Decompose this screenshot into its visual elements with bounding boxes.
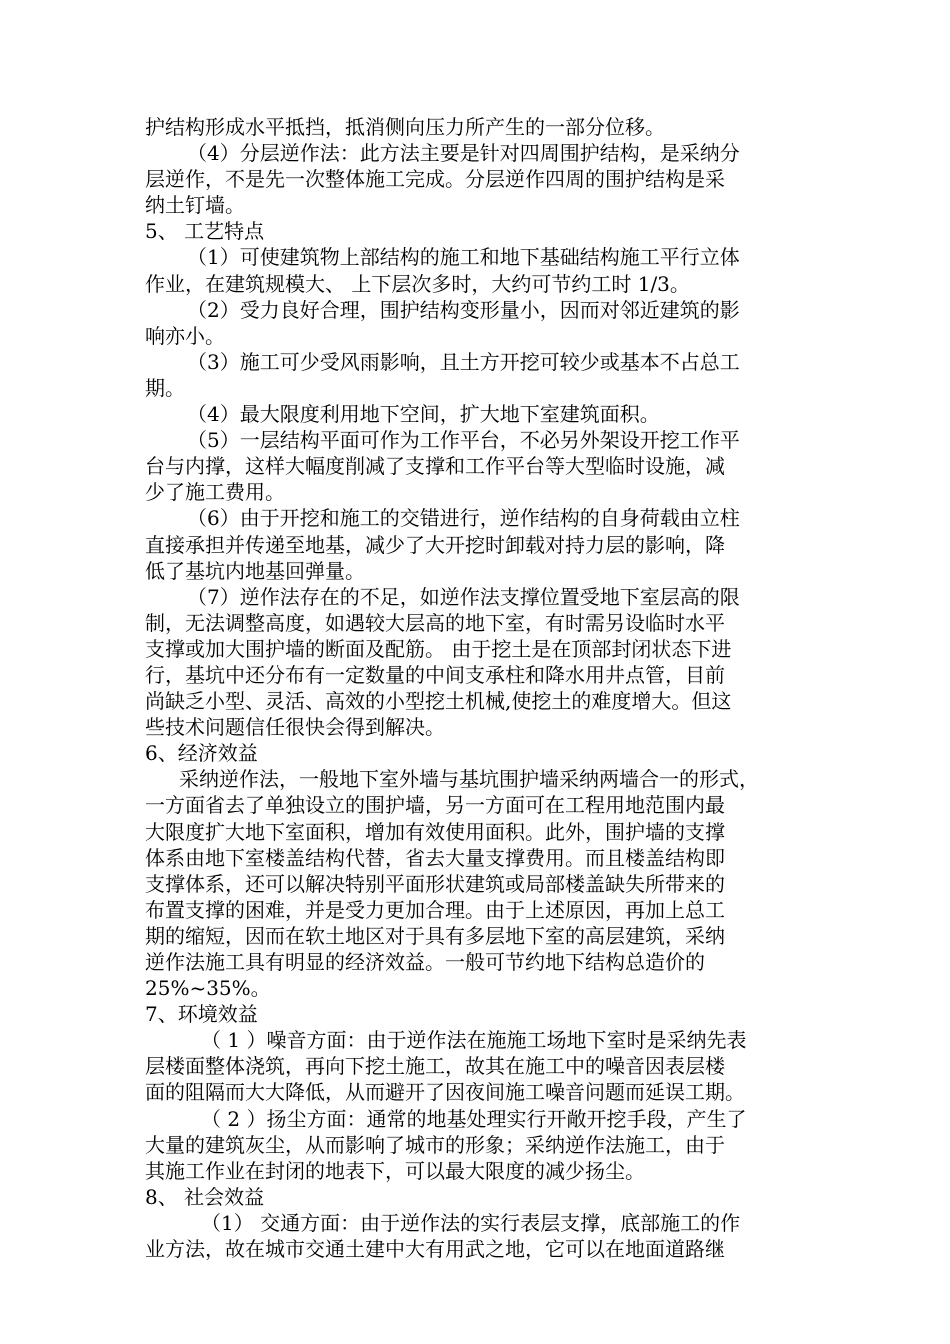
text-line: （5）一层结构平面可作为工作平台，不必另外架设开挖工作平 xyxy=(187,428,740,453)
text-line: 少了施工费用。 xyxy=(145,480,285,505)
text-line: （3）施工可少受风雨影响，且土方开挖可较少或基本不占总工 xyxy=(187,349,740,374)
text-line: 大限度扩大地下室面积，增加有效使用面积。此外，围护墙的支撑 xyxy=(145,819,725,844)
text-line: 制，无法调整高度，如遇较大层高的地下室，有时需另设临时水平 xyxy=(145,610,725,635)
text-line: （ 1 ）噪音方面：由于逆作法在施施工场地下室时是采纳先表 xyxy=(201,1028,747,1053)
text-line: 支撑体系，还可以解决特别平面形状建筑或局部楼盖缺失所带来的 xyxy=(145,871,725,896)
text-line: 尚缺乏小型、灵活、高效的小型挖土机械,使挖土的难度增大。但这 xyxy=(145,689,732,714)
text-line: （4）最大限度利用地下空间，扩大地下室建筑面积。 xyxy=(187,402,660,427)
text-line: 面的阻隔而大大降低，从而避开了因夜间施工噪音问题而延误工期。 xyxy=(145,1080,745,1105)
section-heading: 5、 工艺特点 xyxy=(145,219,265,244)
section-heading: 8、 社会效益 xyxy=(145,1184,265,1209)
text-line: （7）逆作法存在的不足，如逆作法支撑位置受地下室层高的限 xyxy=(187,584,740,609)
text-line: 体系由地下室楼盖结构代替，省去大量支撑费用。而且楼盖结构即 xyxy=(145,845,725,870)
text-line: 期。 xyxy=(145,375,185,400)
text-line: （4）分层逆作法：此方法主要是针对四周围护结构，是采纳分 xyxy=(187,141,740,166)
body-text xyxy=(145,114,815,1262)
text-line: 期的缩短，因而在软土地区对于具有多层地下室的高层建筑，采纳 xyxy=(145,923,725,948)
text-line: 布置支撑的困难，并是受力更加合理。由于上述原因，再加上总工 xyxy=(145,897,725,922)
text-line: 支撑或加大围护墙的断面及配筋。 由于挖土是在顶部封闭状态下进 xyxy=(145,636,732,661)
text-line: 逆作法施工具有明显的经济效益。一般可节约地下结构总造价的 xyxy=(145,950,705,974)
text-line: 业方法，故在城市交通土建中大有用武之地，它可以在地面道路继 xyxy=(145,1237,725,1262)
text-line: 其施工作业在封闭的地表下，可以最大限度的减少扬尘。 xyxy=(145,1158,645,1183)
text-line: 一方面省去了单独设立的围护墙，另一方面可在工程用地范围内最 xyxy=(145,793,725,818)
text-line: 纳土钉墙。 xyxy=(145,193,245,218)
text-line: （ 2 ）扬尘方面：通常的地基处理实行开敞开挖手段，产生了 xyxy=(201,1106,747,1131)
text-line: 护结构形成水平抵挡，抵消侧向压力所产生的一部分位移。 xyxy=(145,115,665,139)
text-line: （1）可使建筑物上部结构的施工和地下基础结构施工平行立体 xyxy=(187,245,740,270)
text-line: （6）由于开挖和施工的交错进行，逆作结构的自身荷载由立柱 xyxy=(187,506,740,531)
text-line: （1） 交通方面：由于逆作法的实行表层支撑，底部施工的作 xyxy=(201,1210,741,1235)
text-line: 台与内撑，这样大幅度削减了支撑和工作平台等大型临时设施，减 xyxy=(145,454,725,479)
section-heading: 6、经济效益 xyxy=(145,741,258,766)
text-line: 直接承担并传递至地基，减少了大开挖时卸载对持力层的影响，降 xyxy=(145,532,725,557)
text-line: 大量的建筑灰尘，从而影响了城市的形象；采纳逆作法施工，由于 xyxy=(145,1132,725,1157)
text-line: 低了基坑内地基回弹量。 xyxy=(145,558,365,583)
text-line: 25%~35%。 xyxy=(145,976,271,1001)
text-line: 层楼面整体浇筑，再向下挖土施工，故其在施工中的噪音因表层楼 xyxy=(145,1054,725,1079)
section-heading: 7、环境效益 xyxy=(145,1002,258,1027)
text-line: 采纳逆作法，一般地下室外墙与基坑围护墙采纳两墙合一的形式， xyxy=(179,767,759,792)
text-line: 层逆作，不是先一次整体施工完成。分层逆作四周的围护结构是采 xyxy=(145,167,725,192)
text-line: 作业，在建筑规模大、 上下层次多时，大约可节约工时 1/3。 xyxy=(145,271,690,296)
text-line: 行，基坑中还分布有一定数量的中间支承柱和降水用井点管，目前 xyxy=(145,662,725,687)
text-line: 响亦小。 xyxy=(145,323,225,348)
text-line: （2）受力良好合理，围护结构变形量小，因而对邻近建筑的影 xyxy=(187,297,740,322)
text-line: 些技术问题信任很快会得到解决。 xyxy=(145,715,445,740)
